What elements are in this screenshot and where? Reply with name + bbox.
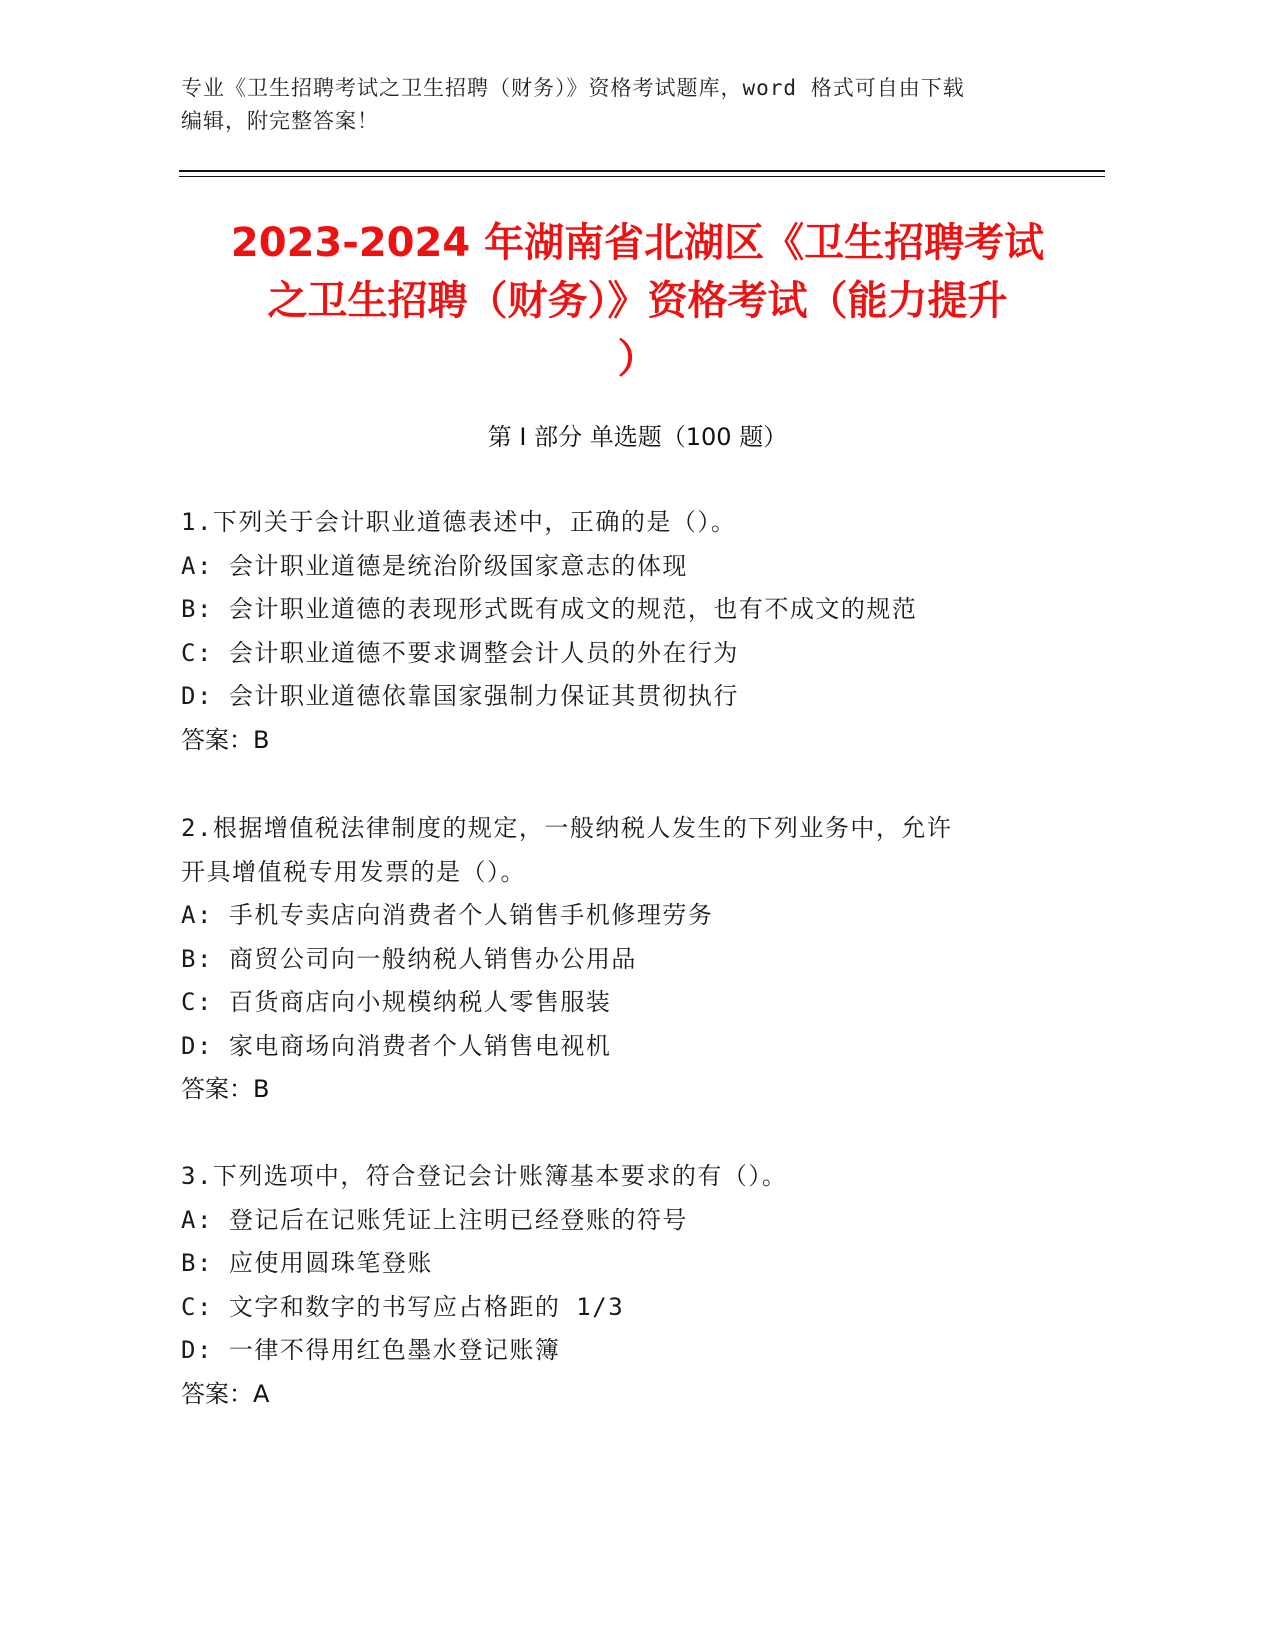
header-note [181,72,1081,138]
option-d: D: 家电商场向消费者个人销售电视机 [181,1031,612,1060]
option-a: A: 会计职业道德是统治阶级国家意志的体现 [181,551,688,580]
document-title-line3: ） [617,336,658,382]
header-divider-thick [179,170,1105,172]
section-heading: 第 I 部分 单选题（100 题） [487,423,788,451]
question-stem: 3.下列选项中，符合登记会计账簿基本要求的有（）。 [181,1162,788,1190]
question-stem-line1: 2.根据增值税法律制度的规定，一般纳税人发生的下列业务中，允许 [181,814,953,842]
option-a: A: 登记后在记账凭证上注明已经登账的符号 [181,1205,688,1234]
document-title [150,214,1125,388]
header-note-line1: 专业《卫生招聘考试之卫生招聘（财务）》资格考试题库，word 格式可自由下载 [181,76,965,100]
question-3 [181,1155,1061,1416]
option-c: C: 文字和数字的书写应占格距的 1/3 [181,1292,625,1321]
question-2 [181,807,1061,1112]
header-divider-thin [179,176,1105,177]
option-a: A: 手机专卖店向消费者个人销售手机修理劳务 [181,901,714,929]
answer: 答案：B [181,725,270,754]
option-b: B: 商贸公司向一般纳税人销售办公用品 [181,944,637,973]
option-b: B: 会计职业道德的表现形式既有成文的规范，也有不成文的规范 [181,595,918,623]
option-b: B: 应使用圆珠笔登账 [181,1249,433,1277]
document-title-line1: 2023-2024 年湖南省北湖区《卫生招聘考试 [230,220,1045,266]
option-c: C: 会计职业道德不要求调整会计人员的外在行为 [181,638,739,667]
document-title-line2: 之卫生招聘（财务）》资格考试（能力提升 [267,278,1008,324]
question-1 [181,501,1061,762]
option-d: D: 一律不得用红色墨水登记账簿 [181,1336,561,1364]
question-stem-line2: 开具增值税专用发票的是（）。 [181,857,526,886]
answer: 答案：B [181,1075,270,1103]
header-note-line2: 编辑，附完整答案！ [181,109,379,133]
question-stem: 1.下列关于会计职业道德表述中，正确的是（）。 [181,508,737,536]
option-c: C: 百货商店向小规模纳税人零售服装 [181,988,612,1016]
option-d: D: 会计职业道德依靠国家强制力保证其贯彻执行 [181,682,739,710]
answer: 答案：A [181,1379,270,1408]
